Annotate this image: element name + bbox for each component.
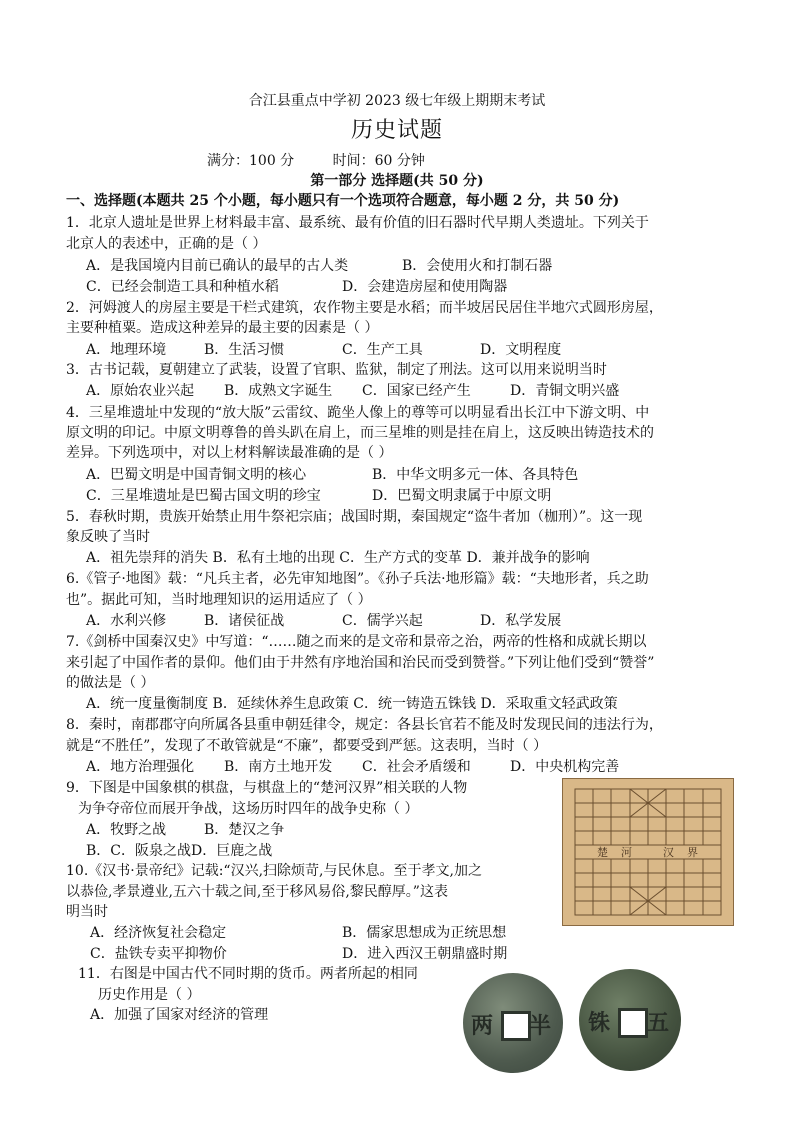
chess-board-image bbox=[562, 778, 734, 926]
q3-option-a: A．原始农业兴起 bbox=[86, 383, 195, 399]
board-char-he: 河 bbox=[621, 846, 632, 859]
exam-time: 时间：60 分钟 bbox=[332, 153, 425, 169]
q7-stem-2: 来引起了中国作者的景仰。他们由于井然有序地治国和治民而受到赞誉。”下列让他们受到“赞誉” bbox=[66, 655, 655, 671]
ban-liang-coin-image bbox=[463, 973, 563, 1073]
q4-option-d: D．巴蜀文明隶属于中原文明 bbox=[372, 488, 552, 504]
coin2-char-wu: 五 bbox=[647, 1010, 670, 1036]
q10-stem-3: 明当时 bbox=[66, 904, 108, 920]
q7-stem-3: 的做法是（ ） bbox=[66, 675, 155, 691]
q2-option-d: D．文明程度 bbox=[480, 342, 562, 358]
coin-square-hole bbox=[618, 1008, 648, 1038]
q3-option-b: B．成熟文字诞生 bbox=[224, 383, 333, 399]
q1-option-b: B．会使用火和打制石器 bbox=[402, 258, 553, 274]
chess-board-drawing bbox=[563, 779, 733, 925]
q9-option-b: B．楚汉之争 bbox=[204, 822, 285, 838]
school-exam-title: 合江县重点中学初 2023 级七年级上期期末考试 bbox=[248, 93, 546, 109]
q10-stem-2: 以恭俭,孝景遵业,五六十载之间,至于移风易俗,黎民醇厚。”这表 bbox=[66, 884, 448, 900]
q8-stem-2: 就是“不胜任”，发现了不敢管就是“不廉”，都要受到严惩。这表明，当时（ ） bbox=[66, 738, 548, 754]
q4-stem-2: 原文明的印记。中原文明尊鲁的兽头趴在肩上，而三星堆的则是挂在肩上，这反映出铸造技术的 bbox=[66, 425, 654, 441]
board-char-jie: 界 bbox=[687, 846, 698, 859]
q4-stem-1: 4．三星堆遗址中发现的“放大版”云雷纹、跪坐人像上的尊等可以明显看出长江中下游文明、中 bbox=[66, 405, 650, 421]
board-char-han: 汉 bbox=[663, 846, 674, 859]
q4-option-a: A．巴蜀文明是中国青铜文明的核心 bbox=[86, 467, 307, 483]
q2-option-c: C．生产工具 bbox=[342, 342, 423, 358]
q1-option-c: C．已经会制造工具和种植水稻 bbox=[86, 279, 279, 295]
q5-options: A．祖先崇拜的消失 B．私有土地的出现 C．生产方式的变革 D．兼并战争的影响 bbox=[86, 550, 590, 566]
full-score: 满分：100 分 bbox=[207, 153, 295, 169]
q2-stem-2: 主要种植粟。造成这种差异的最主要的因素是（ ） bbox=[66, 320, 379, 336]
q6-stem-1: 6.《管子·地图》载：“凡兵主者，必先审知地图”。《孙子兵法·地形篇》载：“夫地形者，兵之助 bbox=[66, 571, 649, 587]
q11-stem-1: 11．右图是中国古代不同时期的货币。两者所起的相同 bbox=[78, 966, 418, 982]
q3-option-c: C．国家已经产生 bbox=[362, 383, 471, 399]
q10-stem-1: 10.《汉书·景帝纪》记载:“汉兴,扫除烦苛,与民休息。至于孝文,加之 bbox=[66, 863, 482, 879]
q8-stem-1: 8．秦时，南郡郡守向所属各县重申朝廷律令，规定：各县长官若不能及时发现民间的违法行为， bbox=[66, 717, 663, 733]
q4-option-c: C．三星堆遗址是巴蜀古国文明的珍宝 bbox=[86, 488, 321, 504]
q6-option-b: B．诸侯征战 bbox=[204, 613, 285, 629]
board-char-chu: 楚 bbox=[597, 846, 608, 859]
q1-stem-2: 北京人的表述中，正确的是（ ） bbox=[66, 236, 267, 252]
q7-stem-1: 7.《剑桥中国秦汉史》中写道：“……随之而来的是文帝和景帝之治，两帝的性格和成就长期以 bbox=[66, 634, 647, 650]
q6-option-d: D．私学发展 bbox=[480, 613, 562, 629]
coin1-char-liang: 两 bbox=[471, 1013, 494, 1039]
q6-stem-2: 也”。据此可知，当时地理知识的运用适应了（ ） bbox=[66, 592, 372, 608]
q10-option-a: A．经济恢复社会稳定 bbox=[90, 925, 227, 941]
q6-option-a: A．水利兴修 bbox=[86, 613, 167, 629]
q9-option-a: A．牧野之战 bbox=[86, 822, 167, 838]
q7-options: A．统一度量衡制度 B．延续休养生息政策 C．统一铸造五铢钱 D．采取重文轻武政策 bbox=[86, 696, 618, 712]
q2-option-a: A．地理环境 bbox=[86, 342, 167, 358]
subject-title: 历史试题 bbox=[350, 118, 443, 143]
q8-option-d: D．中央机构完善 bbox=[510, 759, 620, 775]
q3-stem-1: 3．古书记载，夏朝建立了武装，设置了官职、监狱，制定了刑法。这可以用来说明当时 bbox=[66, 362, 607, 378]
q8-option-b: B．南方土地开发 bbox=[224, 759, 333, 775]
q10-option-b: B．儒家思想成为正统思想 bbox=[342, 925, 507, 941]
q11-option-a: A．加强了国家对经济的管理 bbox=[90, 1007, 269, 1023]
q2-stem-1: 2．河姆渡人的房屋主要是干栏式建筑，农作物主要是水稻；而半坡居民居住半地穴式圆形房屋， bbox=[66, 300, 663, 316]
q10-option-c: C．盐铁专卖平抑物价 bbox=[90, 946, 227, 962]
q10-option-d: D．进入西汉王朝鼎盛时期 bbox=[342, 946, 508, 962]
q9-stem-2: 为争夺帝位而展开争战，这场历时四年的战争史称（ ） bbox=[78, 801, 419, 817]
q1-option-d: D．会建造房屋和使用陶器 bbox=[342, 279, 508, 295]
wu-zhu-coin-image bbox=[579, 969, 681, 1071]
q3-option-d: D．青铜文明兴盛 bbox=[510, 383, 620, 399]
q9-stem-1: 9．下图是中国象棋的棋盘，与棋盘上的“楚河汉界”相关联的人物 bbox=[66, 780, 468, 796]
part-one-title: 第一部分 选择题(共 50 分) bbox=[310, 173, 484, 189]
q1-stem-1: 1．北京人遗址是世界上材料最丰富、最系统、最有价值的旧石器时代早期人类遗址。下列关于 bbox=[66, 215, 649, 231]
q4-option-b: B．中华文明多元一体、各具特色 bbox=[372, 467, 579, 483]
q8-option-c: C．社会矛盾缓和 bbox=[362, 759, 471, 775]
exam-info bbox=[207, 150, 459, 170]
q2-option-b: B．生活习惯 bbox=[204, 342, 285, 358]
q1-option-a: A．是我国境内目前已确认的最早的古人类 bbox=[86, 258, 349, 274]
q9-option-cd: B．C．阪泉之战D．巨鹿之战 bbox=[86, 843, 273, 859]
q8-option-a: A．地方治理强化 bbox=[86, 759, 195, 775]
q5-stem-1: 5．春秋时期，贵族开始禁止用牛祭祀宗庙；战国时期，秦国规定“盗牛者加（枷刑）”。这一现 bbox=[66, 509, 643, 525]
q6-option-c: C．儒学兴起 bbox=[342, 613, 423, 629]
coin1-char-ban: 半 bbox=[529, 1013, 552, 1039]
q4-stem-3: 差异。下列选项中，对以上材料解读最准确的是（ ） bbox=[66, 445, 393, 461]
q11-stem-2: 历史作用是（ ） bbox=[98, 987, 201, 1003]
section-title: 一、选择题(本题共 25 个小题，每小题只有一个选项符合题意，每小题 2 分，共 50 分) bbox=[66, 193, 620, 209]
coin-square-hole bbox=[501, 1011, 531, 1041]
q5-stem-2: 象反映了当时 bbox=[66, 529, 150, 545]
coin2-char-zhu: 铢 bbox=[588, 1010, 611, 1036]
